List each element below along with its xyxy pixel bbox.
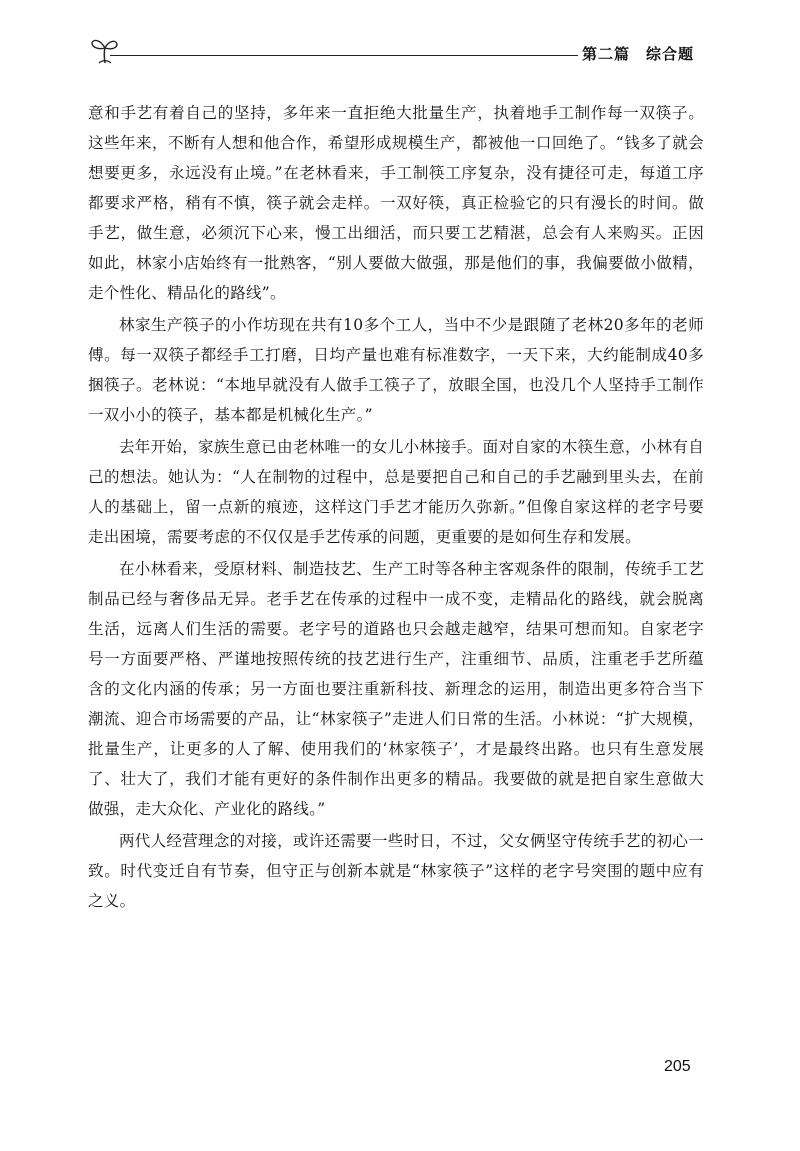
paragraph-3: 去年开始，家族生意已由老林唯一的女儿小林接手。面对自家的木筷生意，小林有自己的想法。她认为：“人在制物的过程中，总是要把自己和自己的手艺融到里头去，在前人的基础上，留一点新的痕迹，这样这门手艺才能历久弥新。”但像自家这样的老字号要走出困境，需要考虑的不仅仅是手艺传承的问题，更重要的是如何生存和发展。: [88, 438, 704, 546]
paragraph-1: 意和手艺有着自己的坚持，多年来一直拒绝大批量生产，执着地手工制作每一双筷子。这些年来，不断有人想和他合作，希望形成规模生产，都被他一口回绝了。“钱多了就会想要更多，永远没有止境。”在老林看来，手工制筷工序复杂，没有捷径可走，每道工序都要求严格，稍有不慎，筷子就会走样。一双好筷，真正检验它的只有漫长的时间。做手艺，做生意，必须沉下心来，慢工出细活，而只要工艺精湛，总会有人来购买。正因如此，林家小店始终有一批熟客，“别人要做大做强，那是他们的事，我偏要做小做精，走个性化、精品化的路线”。: [88, 104, 704, 302]
paragraph-2: 林家生产筷子的小作坊现在共有10多个工人，当中不少是跟随了老林20多年的老师傅。每一双筷子都经手工打磨，日均产量也难有标准数字，一天下来，大约能制成40多捆筷子。老林说：“本地早就没有人做手工筷子了，放眼全国，也没几个人坚持手工制作一双小小的筷子，基本都是机械化生产。”: [88, 316, 704, 424]
paragraph-4: 在小林看来，受原材料、制造技艺、生产工时等各种主客观条件的限制，传统手工艺制品已经与奢侈品无异。老手艺在传承的过程中一成不变，走精品化的路线，就会脱离生活，远离人们生活的需要。老字号的道路也只会越走越窄，结果可想而知。自家老字号一方面要严格、严谨地按照传统的技艺进行生产，注重细节、品质，注重老手艺所蕴含的文化内涵的传承；另一方面也要注重新科技、新理念的运用，制造出更多符合当下潮流、迎合市场需要的产品，让“林家筷子”走进人们日常的生活。小林说：“扩大规模，批量生产，让更多的人了解、使用我们的‘林家筷子’，才是最终出路。也只有生意发展了、壮大了，我们才能有更好的条件制作出更多的精品。我要做的就是把自家生意做大做强，走大众化、产业化的路线。”: [88, 560, 704, 818]
section-title: 第二篇 综合题: [582, 45, 695, 63]
page-number: 205: [664, 1058, 691, 1075]
page-header: [88, 33, 708, 73]
paragraph-5: 两代人经营理念的对接，或许还需要一些时日，不过，父女俩坚守传统手艺的初心一致。时代变迁自有节奏，但守正与创新本就是“林家筷子”这样的老字号突围的题中应有之义。: [88, 832, 704, 910]
header-rule: [110, 55, 578, 56]
page-body: [88, 98, 704, 918]
sprout-icon: [88, 33, 122, 69]
